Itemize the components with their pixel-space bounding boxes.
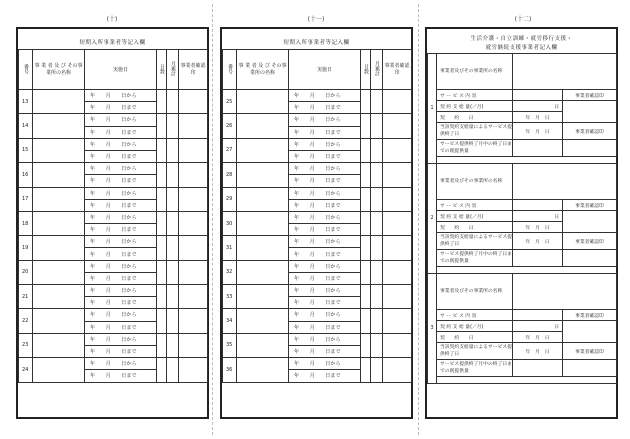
provider-cell[interactable] [33,236,85,260]
date-to-cell[interactable]: 年 月 日まで [289,297,361,309]
col-monthly: 月累計 [167,50,179,90]
col-provider: 事 業 者 及 び その事業所の名称 [33,50,85,90]
days-cell[interactable] [157,114,167,138]
provided-amount-value[interactable] [513,360,563,377]
row-number: 33 [223,285,237,309]
date-to-cell[interactable]: 年 月 日まで [85,272,157,284]
days-cell[interactable] [157,285,167,309]
date-from-cell[interactable]: 年 月 日から [289,285,361,297]
days-cell[interactable] [361,333,371,357]
provider-cell[interactable] [33,163,85,187]
monthly-total-cell[interactable] [371,358,383,382]
page-number: (十二) [514,16,532,23]
days-cell[interactable] [157,309,167,333]
days-cell[interactable] [157,163,167,187]
provider-cell[interactable] [237,236,289,260]
date-to-cell[interactable]: 年 月 日まで [289,345,361,357]
provider-label: 事業者及びその事業所の名称 [437,164,513,200]
end-date-label: 当該契約支給量によるサービス提供終了日 [437,233,513,250]
monthly-total-cell[interactable] [371,260,383,284]
confirm-stamp-cell[interactable] [179,285,208,309]
end-date-label: 当該契約支給量によるサービス提供終了日 [437,123,513,140]
end-date-value[interactable]: 年 月 日 [513,233,563,250]
date-to-cell[interactable]: 年 月 日まで [85,297,157,309]
date-from-cell[interactable]: 年 月 日から [289,236,361,248]
table-row [428,267,617,274]
confirm-stamp-cell[interactable] [179,333,208,357]
days-cell[interactable] [157,333,167,357]
confirm-stamp-cell[interactable] [383,163,412,187]
table-row [223,90,412,102]
monthly-total-cell[interactable] [167,236,179,260]
row-number: 14 [19,114,33,138]
table-row [428,123,617,140]
days-cell[interactable] [361,236,371,260]
confirm-stamp-cell[interactable] [383,358,412,382]
date-from-cell[interactable]: 年 月 日から [289,187,361,199]
monthly-total-cell[interactable] [371,309,383,333]
date-to-cell[interactable]: 年 月 日まで [289,272,361,284]
row-number: 19 [19,236,33,260]
service-label: サ ー ビ ス 内 容 [437,200,513,211]
confirm-stamp-cell[interactable] [383,114,412,138]
provider-cell[interactable] [237,211,289,235]
row-number: 25 [223,90,237,114]
row-number: 36 [223,358,237,382]
table-row [223,285,412,297]
daytime-service-record-panel [425,27,618,419]
contract-date-label: 契 約 日 [437,332,513,343]
row-number: 24 [19,358,33,382]
provider-cell[interactable] [237,260,289,284]
days-cell[interactable] [361,187,371,211]
table-row [428,310,617,321]
provider-cell[interactable] [33,260,85,284]
table-row [428,164,617,200]
confirm-stamp-cell[interactable] [563,211,617,233]
table-row [19,187,208,199]
col-number: 番号 [19,50,33,90]
service-value[interactable] [513,310,563,321]
confirm-stamp-cell[interactable] [383,236,412,260]
provider-cell[interactable] [237,285,289,309]
date-to-cell[interactable]: 年 月 日まで [289,248,361,260]
end-date-value[interactable]: 年 月 日 [513,123,563,140]
confirm-stamp-cell[interactable] [179,187,208,211]
monthly-total-cell[interactable] [371,285,383,309]
date-from-cell[interactable]: 年 月 日から [85,333,157,345]
confirm-stamp-cell[interactable] [563,321,617,343]
days-cell[interactable] [361,309,371,333]
provider-cell[interactable] [33,187,85,211]
date-from-cell[interactable]: 年 月 日から [85,114,157,126]
date-to-cell[interactable]: 年 月 日まで [85,345,157,357]
table-row [223,114,412,126]
table-row [223,211,412,223]
contract-date-value[interactable]: 年 月 日 [513,332,563,343]
short-stay-record-panel [16,27,209,419]
date-from-cell[interactable]: 年 月 日から [85,358,157,370]
page-number: (十一) [307,16,325,23]
date-to-cell[interactable]: 年 月 日まで [85,102,157,114]
row-number: 22 [19,309,33,333]
table-row [428,274,617,310]
confirm-stamp-cell[interactable] [179,309,208,333]
table-row [428,211,617,222]
row-number: 29 [223,187,237,211]
row-number: 23 [19,333,33,357]
table-row [19,114,208,126]
date-to-cell[interactable]: 年 月 日まで [289,224,361,236]
amount-value[interactable]: 日 [513,101,563,112]
date-from-cell[interactable]: 年 月 日から [289,309,361,321]
days-cell[interactable] [157,138,167,162]
col-provider: 事 業 者 及 び その事業所の名称 [237,50,289,90]
confirm-stamp-cell[interactable] [563,101,617,123]
confirm-stamp-cell[interactable] [563,360,617,377]
short-stay-record-panel [220,27,413,419]
table-row [428,90,617,101]
provider-value[interactable] [513,274,617,310]
col-days: 日数 [361,50,371,90]
table-row [223,236,412,248]
provider-cell[interactable] [237,333,289,357]
provider-cell[interactable] [33,309,85,333]
amount-label: 契 約 支 給 量(／月) [437,321,513,332]
block-number: 2 [428,164,437,274]
provider-cell[interactable] [237,90,289,114]
confirm-label: 事業者確認印 [563,123,617,140]
monthly-total-cell[interactable] [167,260,179,284]
date-from-cell[interactable]: 年 月 日から [289,358,361,370]
fold-line [418,4,419,435]
date-from-cell[interactable]: 年 月 日から [85,163,157,175]
provided-amount-label: サービス提供終了月中の終了日までの既提供量 [437,250,513,267]
amount-label: 契 約 支 給 量(／月) [437,101,513,112]
date-to-cell[interactable]: 年 月 日まで [289,370,361,382]
table-row [223,138,412,150]
table-row [19,211,208,223]
date-from-cell[interactable]: 年 月 日から [289,211,361,223]
table-row [223,309,412,321]
monthly-total-cell[interactable] [371,163,383,187]
provided-amount-label: サービス提供終了月中の終了日までの既提供量 [437,360,513,377]
monthly-total-cell[interactable] [371,187,383,211]
col-dates: 実施日 [289,50,361,90]
confirm-stamp-cell[interactable] [179,260,208,284]
panel-title: 短期入所事業者等記入欄 [283,40,350,46]
table-row [223,358,412,370]
row-number: 21 [19,285,33,309]
row-number: 13 [19,90,33,114]
row-number: 26 [223,114,237,138]
provider-cell[interactable] [237,114,289,138]
days-cell[interactable] [157,260,167,284]
date-from-cell[interactable]: 年 月 日から [85,138,157,150]
confirm-stamp-cell[interactable] [383,309,412,333]
monthly-total-cell[interactable] [371,114,383,138]
contract-date-label: 契 約 日 [437,112,513,123]
monthly-total-cell[interactable] [167,285,179,309]
date-to-cell[interactable]: 年 月 日まで [289,175,361,187]
col-number: 番号 [223,50,237,90]
panel-title-line1: 生活介護・自立訓練・就労移行支援・ [470,36,573,42]
date-to-cell[interactable]: 年 月 日まで [289,321,361,333]
col-dates: 実施日 [85,50,157,90]
provided-amount-value[interactable] [513,140,563,157]
amount-label: 契 約 支 給 量(／月) [437,211,513,222]
row-number: 28 [223,163,237,187]
confirm-stamp-cell[interactable] [179,236,208,260]
monthly-total-cell[interactable] [167,163,179,187]
col-monthly: 月累計 [371,50,383,90]
provider-cell[interactable] [237,163,289,187]
days-cell[interactable] [361,163,371,187]
date-to-cell[interactable]: 年 月 日まで [85,248,157,260]
days-cell[interactable] [361,90,371,114]
confirm-stamp-cell[interactable] [383,333,412,357]
row-number: 35 [223,333,237,357]
confirm-stamp-cell[interactable] [383,285,412,309]
confirm-stamp-cell[interactable] [179,90,208,114]
row-number: 34 [223,309,237,333]
row-number: 20 [19,260,33,284]
row-number: 32 [223,260,237,284]
monthly-total-cell[interactable] [167,333,179,357]
provider-cell[interactable] [237,138,289,162]
table-row [19,138,208,150]
days-cell[interactable] [361,114,371,138]
block-number: 1 [428,54,437,164]
row-number: 17 [19,187,33,211]
date-to-cell[interactable]: 年 月 日まで [289,199,361,211]
monthly-total-cell[interactable] [371,211,383,235]
daytime-service-table [427,53,617,384]
provider-cell[interactable] [237,187,289,211]
service-value[interactable] [513,90,563,101]
table-row [19,236,208,248]
monthly-total-cell[interactable] [167,138,179,162]
date-from-cell[interactable]: 年 月 日から [85,211,157,223]
date-to-cell[interactable]: 年 月 日まで [289,150,361,162]
days-cell[interactable] [361,260,371,284]
short-stay-table [222,49,412,383]
contract-date-label: 契 約 日 [437,222,513,233]
table-row [223,163,412,175]
provider-cell[interactable] [33,333,85,357]
days-cell[interactable] [157,211,167,235]
monthly-total-cell[interactable] [167,90,179,114]
days-cell[interactable] [157,187,167,211]
provider-cell[interactable] [237,358,289,382]
confirm-stamp-cell[interactable] [563,250,617,267]
date-to-cell[interactable]: 年 月 日まで [85,150,157,162]
confirm-stamp-cell[interactable] [383,211,412,235]
amount-value[interactable]: 日 [513,321,563,332]
confirm-label: 事業者確認印 [563,310,617,321]
table-row [19,358,208,370]
date-to-cell[interactable]: 年 月 日まで [289,102,361,114]
monthly-total-cell[interactable] [371,138,383,162]
panel-title: 短期入所事業者等記入欄 [79,40,146,46]
date-to-cell[interactable]: 年 月 日まで [85,199,157,211]
date-from-cell[interactable]: 年 月 日から [85,260,157,272]
block-spacer [437,157,617,164]
table-row [428,321,617,332]
col-confirm: 事業者確認印 [383,50,412,90]
date-to-cell[interactable]: 年 月 日まで [85,175,157,187]
confirm-label: 事業者確認印 [563,233,617,250]
table-row [428,157,617,164]
confirm-stamp-cell[interactable] [383,138,412,162]
row-number: 15 [19,138,33,162]
days-cell[interactable] [157,90,167,114]
confirm-stamp-cell[interactable] [179,138,208,162]
days-cell[interactable] [361,358,371,382]
provider-cell[interactable] [33,285,85,309]
date-from-cell[interactable]: 年 月 日から [85,187,157,199]
table-row [223,187,412,199]
monthly-total-cell[interactable] [167,187,179,211]
table-row [428,101,617,112]
date-to-cell[interactable]: 年 月 日まで [85,224,157,236]
monthly-total-cell[interactable] [167,309,179,333]
confirm-stamp-cell[interactable] [383,260,412,284]
block-spacer [437,267,617,274]
provider-value[interactable] [513,164,617,200]
days-cell[interactable] [361,211,371,235]
monthly-total-cell[interactable] [167,211,179,235]
block-number: 3 [428,274,437,384]
date-to-cell[interactable]: 年 月 日まで [85,370,157,382]
monthly-total-cell[interactable] [371,333,383,357]
date-from-cell[interactable]: 年 月 日から [289,90,361,102]
panel-title-line2: 就労継続支援事業者記入欄 [485,45,558,51]
table-row [19,285,208,297]
provider-cell[interactable] [33,138,85,162]
date-from-cell[interactable]: 年 月 日から [85,285,157,297]
date-to-cell[interactable]: 年 月 日まで [289,126,361,138]
days-cell[interactable] [157,358,167,382]
date-from-cell[interactable]: 年 月 日から [289,333,361,345]
table-row [428,343,617,360]
table-row [428,377,617,384]
row-number: 27 [223,138,237,162]
confirm-stamp-cell[interactable] [383,90,412,114]
provider-cell[interactable] [33,358,85,382]
service-label: サ ー ビ ス 内 容 [437,90,513,101]
service-value[interactable] [513,200,563,211]
confirm-stamp-cell[interactable] [563,140,617,157]
confirm-label: 事業者確認印 [563,200,617,211]
provider-label: 事業者及びその事業所の名称 [437,274,513,310]
block-spacer [437,377,617,384]
date-from-cell[interactable]: 年 月 日から [85,90,157,102]
table-row [19,309,208,321]
table-row [428,360,617,377]
provider-cell[interactable] [237,309,289,333]
provider-label: 事業者及びその事業所の名称 [437,54,513,90]
monthly-total-cell[interactable] [167,114,179,138]
days-cell[interactable] [361,138,371,162]
end-date-value[interactable]: 年 月 日 [513,343,563,360]
provided-amount-label: サービス提供終了月中の終了日までの既提供量 [437,140,513,157]
monthly-total-cell[interactable] [371,90,383,114]
days-cell[interactable] [157,236,167,260]
date-from-cell[interactable]: 年 月 日から [289,163,361,175]
col-confirm: 事業者確認印 [179,50,208,90]
row-number: 16 [19,163,33,187]
table-row [19,163,208,175]
confirm-label: 事業者確認印 [563,90,617,101]
date-from-cell[interactable]: 年 月 日から [85,309,157,321]
date-from-cell[interactable]: 年 月 日から [289,260,361,272]
table-row [428,140,617,157]
days-cell[interactable] [361,285,371,309]
provider-cell[interactable] [33,211,85,235]
service-label: サ ー ビ ス 内 容 [437,310,513,321]
confirm-stamp-cell[interactable] [383,187,412,211]
table-row [223,333,412,345]
date-to-cell[interactable]: 年 月 日まで [85,126,157,138]
date-to-cell[interactable]: 年 月 日まで [85,321,157,333]
monthly-total-cell[interactable] [371,236,383,260]
provided-amount-value[interactable] [513,250,563,267]
date-from-cell[interactable]: 年 月 日から [289,114,361,126]
row-number: 30 [223,211,237,235]
table-row [223,260,412,272]
contract-date-value[interactable]: 年 月 日 [513,222,563,233]
table-row [428,250,617,267]
provider-cell[interactable] [33,90,85,114]
provider-value[interactable] [513,54,617,90]
table-row [428,54,617,90]
contract-date-value[interactable]: 年 月 日 [513,112,563,123]
table-row [19,90,208,102]
amount-value[interactable]: 日 [513,211,563,222]
row-number: 31 [223,236,237,260]
confirm-label: 事業者確認印 [563,343,617,360]
monthly-total-cell[interactable] [167,358,179,382]
table-row [19,260,208,272]
page-number: (十) [106,16,118,23]
provider-cell[interactable] [33,114,85,138]
table-row [428,233,617,250]
table-row [428,200,617,211]
date-from-cell[interactable]: 年 月 日から [85,236,157,248]
col-days: 日数 [157,50,167,90]
end-date-label: 当該契約支給量によるサービス提供終了日 [437,343,513,360]
confirm-stamp-cell[interactable] [179,114,208,138]
date-from-cell[interactable]: 年 月 日から [289,138,361,150]
short-stay-table [18,49,208,383]
confirm-stamp-cell[interactable] [179,163,208,187]
confirm-stamp-cell[interactable] [179,211,208,235]
table-row [19,333,208,345]
confirm-stamp-cell[interactable] [179,358,208,382]
row-number: 18 [19,211,33,235]
fold-line [212,4,213,435]
